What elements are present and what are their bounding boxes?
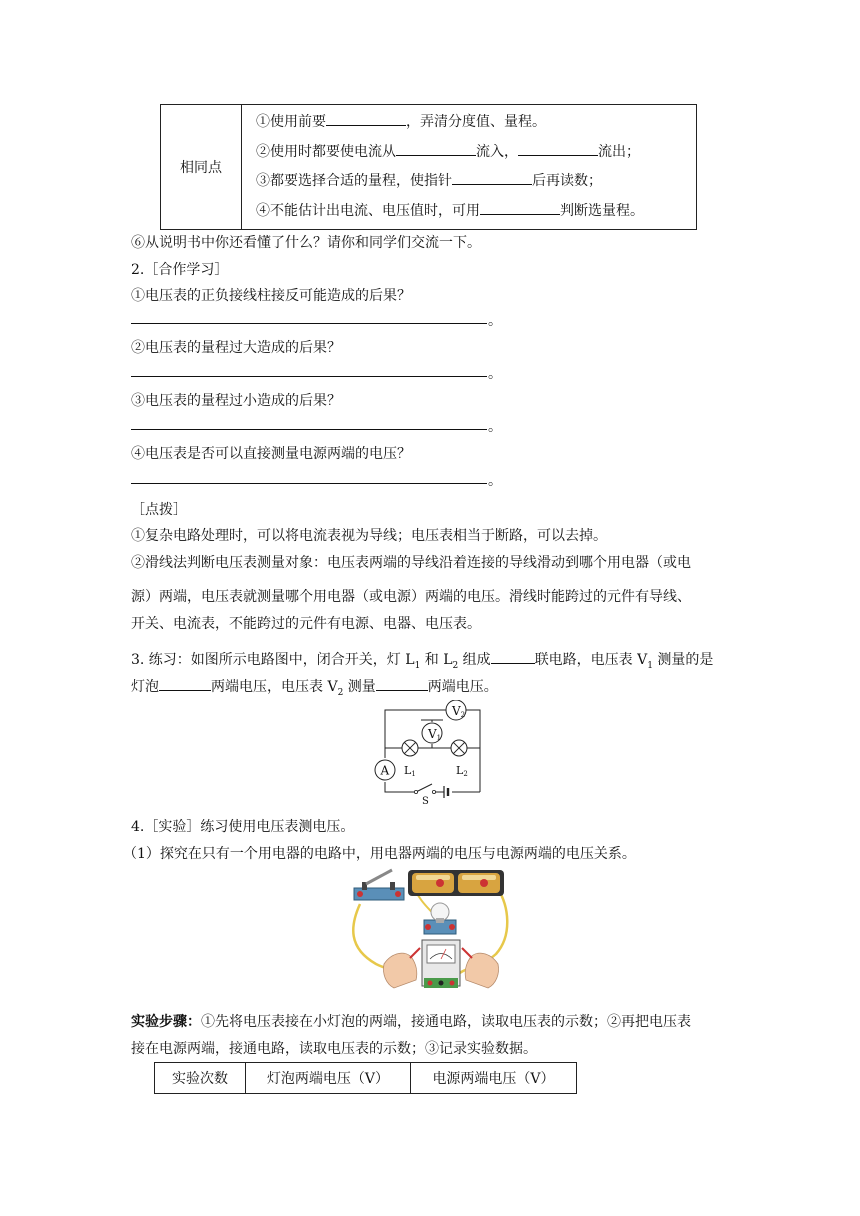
answer-line-4[interactable] xyxy=(131,483,487,484)
voltmeter-icon xyxy=(422,940,460,988)
tips-line-2a: ②滑线法判断电压表测量对象：电压表两端的导线沿着连接的导线滑动到哪个用电器（或电 xyxy=(131,555,691,571)
section3-line-1: 3. 练习：如图所示电路图中，闭合开关，灯 $L_1$ 和 $L_2$ 组成 联电路，电压表 $V_1$ 测量的是 xyxy=(131,649,713,675)
coop-question-1: ①电压表的正负接线柱接反可能造成的后果？ xyxy=(131,288,411,304)
tips-line-2c: 开关、电流表，不能跨过的元件有电源、电器、电压表。 xyxy=(131,616,481,632)
same-row-3: ③都要选择合适的量程，使指针 后再读数； xyxy=(242,167,696,196)
voltmeter-v1-icon xyxy=(422,723,442,743)
coop-question-4: ④电压表是否可以直接测量电源两端的电压？ xyxy=(131,446,411,462)
section2-title: 2.［合作学习］ xyxy=(131,262,229,278)
section3-line-2: 灯泡 两端电压，电压表 $V_2$ 测量 两端电压。 xyxy=(131,676,498,702)
circuit-diagram xyxy=(372,700,488,804)
knife-switch-icon xyxy=(354,870,404,900)
voltmeter-v2-icon xyxy=(446,700,466,720)
answer-blank[interactable] xyxy=(376,676,428,691)
exp-header-trial: 实验次数 xyxy=(155,1063,246,1094)
answer-blank[interactable] xyxy=(452,170,532,185)
coop-question-2: ②电压表的量程过大造成的后果？ xyxy=(131,340,341,356)
l2-label: L2 xyxy=(456,764,468,778)
tips-line-2b: 源）两端，电压表就测量哪个用电器（或电源）两端的电压。滑线时能跨过的元件有导线、 xyxy=(131,589,691,605)
tips-line-1: ①复杂电路处理时，可以将电流表视为导线；电压表相当于断路，可以去掉。 xyxy=(131,528,607,544)
answer-blank[interactable] xyxy=(396,141,476,156)
steps-line-2: 接在电源两端，接通电路，读取电压表的示数；③记录实验数据。 xyxy=(131,1041,537,1057)
lamp-l1-icon xyxy=(402,740,418,756)
switch-label: S xyxy=(422,796,429,804)
answer-line-3[interactable] xyxy=(131,429,487,430)
same-points-table xyxy=(160,104,697,230)
exp-header-source-voltage: 电源两端电压（V） xyxy=(411,1063,577,1094)
svg-text:V2: V2 xyxy=(452,704,466,719)
battery-icon xyxy=(408,870,504,896)
answer-blank[interactable] xyxy=(491,649,535,664)
steps-line-1: 实验步骤：①先将电压表接在小灯泡的两端，接通电路，读取电压表的示数；②再把电压表 xyxy=(131,1014,691,1030)
answer-end-4: 。 xyxy=(488,473,502,489)
same-row-1: ①使用前要 ，弄清分度值、量程。 xyxy=(242,108,696,137)
same-points-header: 相同点 xyxy=(161,105,242,230)
answer-end-1: 。 xyxy=(488,313,502,329)
answer-line-2[interactable] xyxy=(131,376,487,377)
section4-title: 4.［实验］练习使用电压表测电压。 xyxy=(131,819,355,835)
lamp-l2-icon xyxy=(451,740,467,756)
l1-label: L1 xyxy=(404,764,416,778)
answer-blank[interactable] xyxy=(480,200,560,215)
experiment-illustration xyxy=(346,866,516,1000)
answer-end-3: 。 xyxy=(488,419,502,435)
tips-title: ［点拨］ xyxy=(131,502,187,518)
experiment-data-table xyxy=(154,1062,577,1094)
coop-question-3: ③电压表的量程过小造成的后果？ xyxy=(131,393,341,409)
same-row-4: ④不能估计出电流、电压值时，可用 判断选量程。 xyxy=(242,197,696,226)
same-row-2: ②使用时都要使电流从 流入， 流出； xyxy=(242,138,696,167)
answer-line-1[interactable] xyxy=(131,323,487,324)
answer-end-2: 。 xyxy=(488,366,502,382)
answer-blank[interactable] xyxy=(518,141,598,156)
section4-sub1: （1）探究在只有一个用电器的电路中，用电器两端的电压与电源两端的电压关系。 xyxy=(123,846,636,862)
svg-text:V1: V1 xyxy=(428,727,442,742)
svg-text:A: A xyxy=(380,763,390,778)
exp-header-lamp-voltage: 灯泡两端电压（V） xyxy=(246,1063,411,1094)
answer-blank[interactable] xyxy=(159,676,211,691)
ammeter-icon xyxy=(375,760,395,780)
answer-blank[interactable] xyxy=(326,111,406,126)
q6-text: ⑥从说明书中你还看懂了什么？请你和同学们交流一下。 xyxy=(131,235,481,251)
